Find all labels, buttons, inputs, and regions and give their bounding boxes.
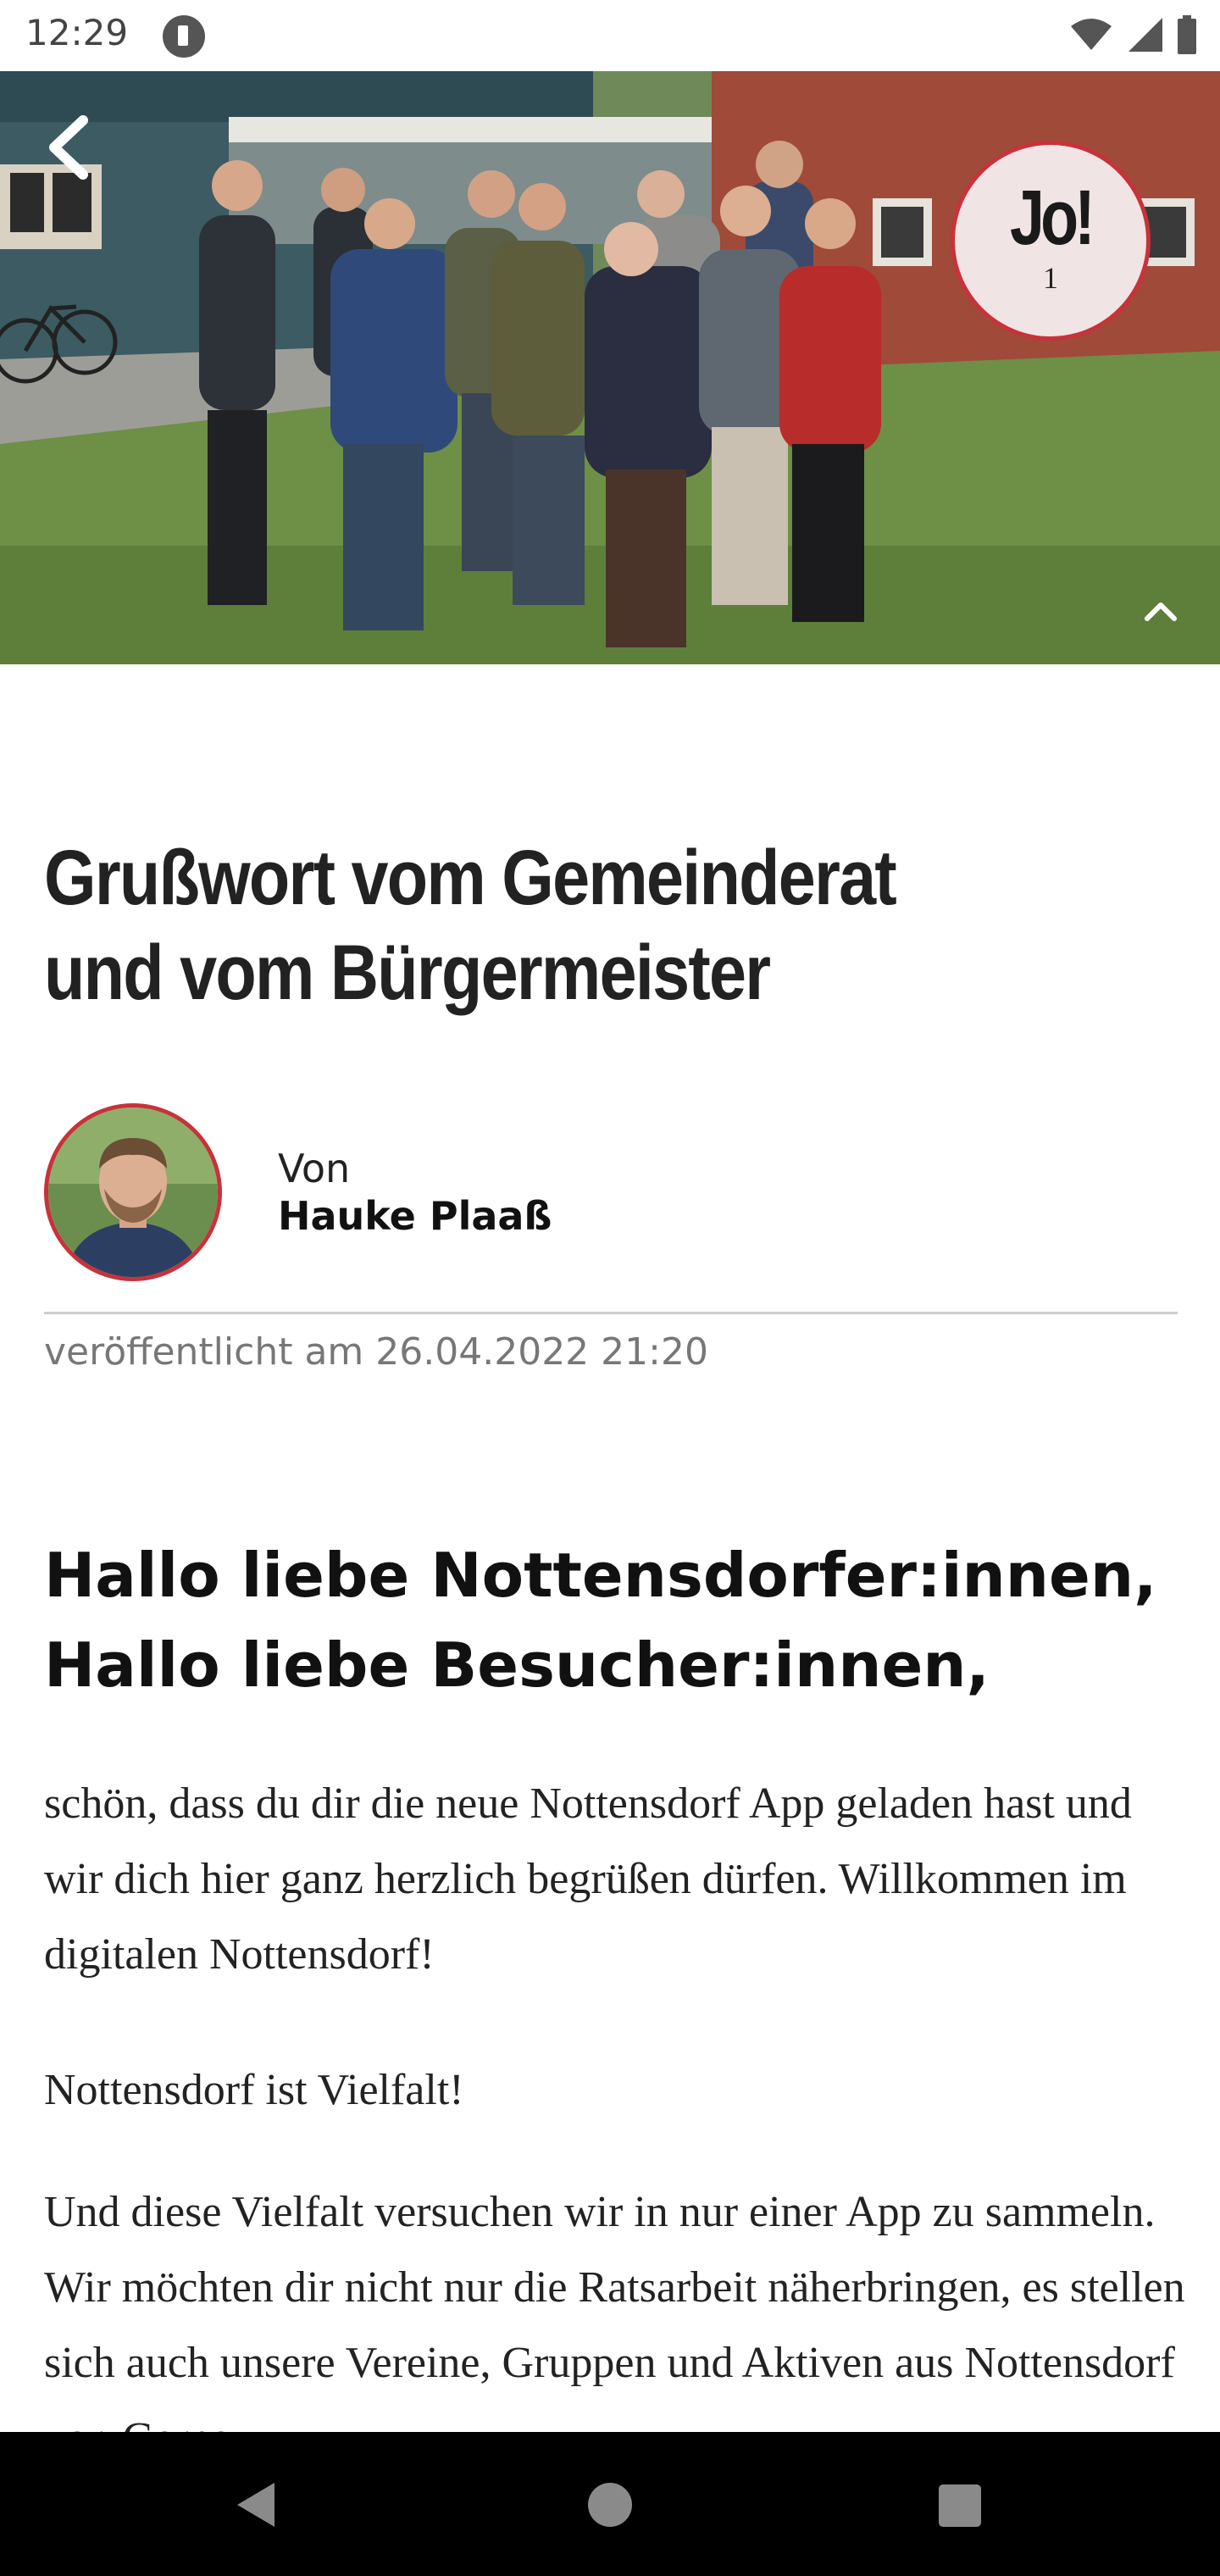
- jo-reaction-label: Jo!: [1010, 175, 1091, 261]
- nav-home-button[interactable]: [588, 2483, 632, 2527]
- divider: [44, 1312, 1178, 1314]
- status-time: 12:29: [25, 12, 129, 53]
- jo-reaction-button[interactable]: [951, 141, 1151, 341]
- chevron-left-icon: [39, 114, 98, 181]
- hero-image: [0, 71, 1220, 664]
- collapse-button[interactable]: [1135, 590, 1186, 632]
- app-notification-icon: [163, 15, 205, 58]
- triangle-back-icon: [230, 2479, 281, 2530]
- article-paragraph: schön, dass du dir die neue Nottensdorf App geladen hast und wir dich hier ganz herzlich begrüßen dürfen. Willkommen im digitalen Nottensdorf!: [44, 1779, 1132, 1979]
- chevron-up-icon: [1135, 590, 1186, 632]
- wifi-icon: [1069, 18, 1113, 52]
- author-name-link[interactable]: Hauke Plaaß: [278, 1193, 552, 1239]
- author-photo: [48, 1108, 218, 1277]
- author-avatar[interactable]: [44, 1103, 222, 1281]
- article-paragraph: Nottensdorf ist Vielfalt!: [44, 2066, 464, 2114]
- author-prefix: Von: [278, 1146, 351, 1191]
- article-title: Grußwort vom Gemeinderat und vom Bürgermeister: [44, 835, 896, 1016]
- status-bar: [0, 0, 1220, 71]
- nav-recents-button[interactable]: [939, 2484, 981, 2527]
- nav-back-button[interactable]: [230, 2479, 281, 2530]
- system-nav-bar: [0, 2432, 1220, 2576]
- back-button[interactable]: [39, 114, 98, 181]
- signal-icon: [1125, 16, 1164, 53]
- jo-reaction-count: 1: [1043, 261, 1058, 295]
- article-greeting: Hallo liebe Nottensdorfer:innen, Hallo liebe Besucher:innen,: [44, 1540, 1157, 1701]
- article-paragraph: Und diese Vielfalt versuchen wir in nur einer App zu sammeln. Wir möchten dir nicht nur die Ratsarbeit näherbringen, es stellen sich auch unsere Vereine, Gruppen und Aktiven aus Nottensdorf: [44, 2188, 1185, 2387]
- status-icons: [1069, 14, 1198, 56]
- published-date: veröffentlicht am 26.04.2022 21:20: [44, 1330, 708, 1374]
- battery-icon: [1176, 15, 1198, 54]
